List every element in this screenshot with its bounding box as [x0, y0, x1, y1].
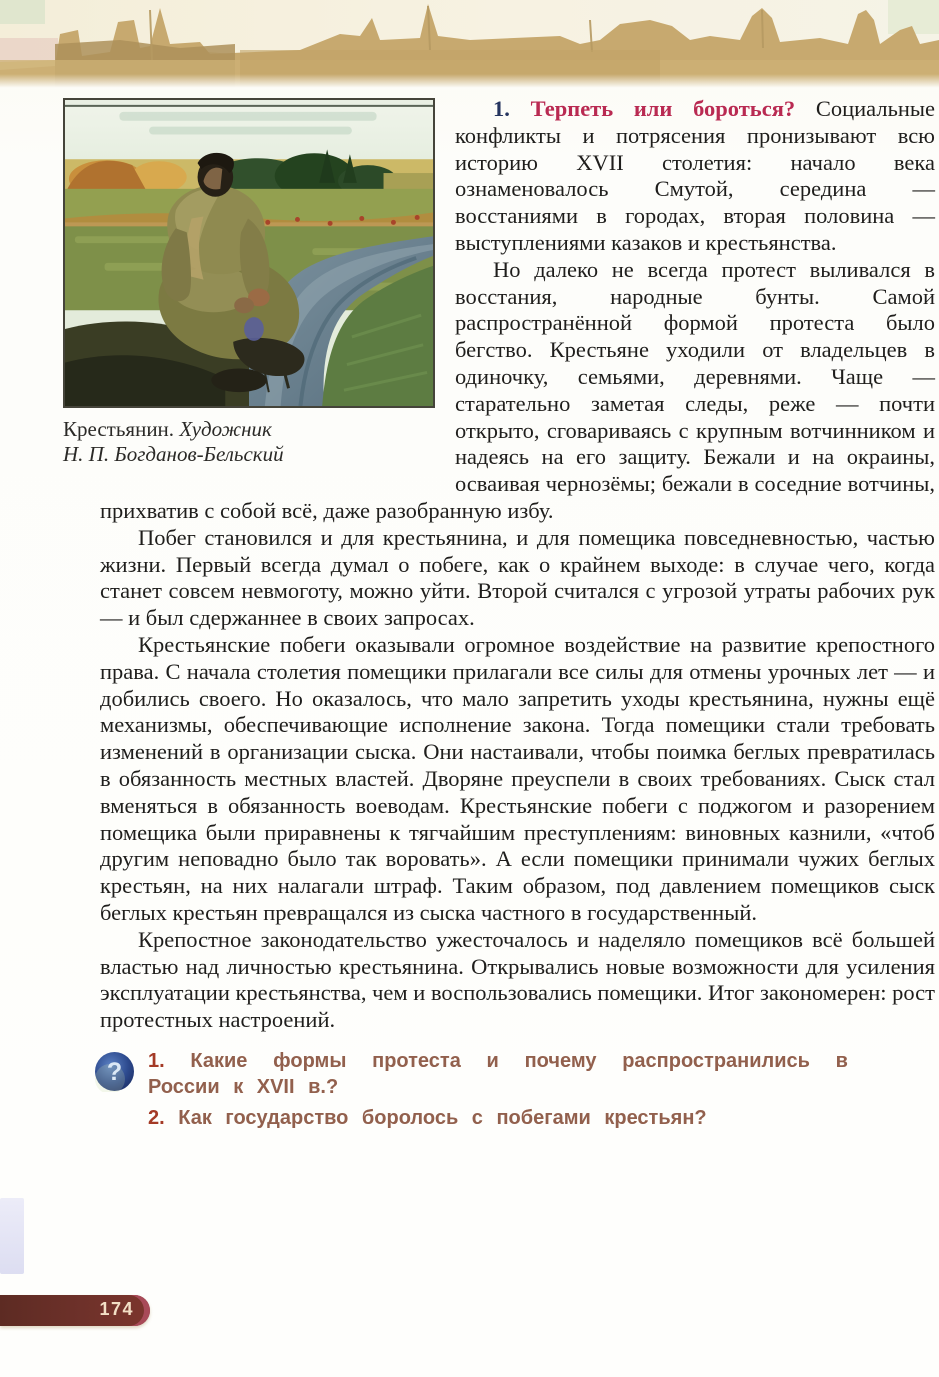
header-ornament-image	[0, 0, 939, 88]
figure-caption	[63, 417, 313, 467]
section-number: 1.	[493, 96, 510, 121]
question-item-2	[148, 1105, 848, 1131]
scan-artifact	[0, 1198, 24, 1274]
question-item-1	[148, 1048, 848, 1100]
page-content	[0, 88, 939, 1136]
question-list	[148, 1048, 848, 1136]
caption-title: Крестьянин.	[63, 417, 175, 441]
paragraph-4: Крестьянские побеги оказывали огромное воздействие на развитие крепостного права. С начала столетия помещики прилагали все силы для отмены урочных лет — и добились своего. Но оказалось, что мало запретить уходы крестьянина, нужны ещё механизмы, обеспечивающие исполнение закона. Тогда помещики стали требовать изменений в организации сыска. Они настаивали, чтобы поимка беглых превратилась в обязанность местных властей. Дворяне преуспели в своих требованиях. Сыск стал вменяться в обязанность воеводам. Крестьянские побеги с поджогом и разорением помещика были приравнены к тягчайшим преступлениям: виновных казнили, «чтоб другим неповадно было так воровать». А если помещики принимали чужих беглых крестьян, на них налагали штраф. Таким образом, под давлением помещиков сыск беглых крестьян превращался из сыска частного в государственный.	[100, 631, 935, 925]
caption-artist: Художник Н. П. Богданов-Бельский	[63, 417, 284, 466]
paragraph-2: Но далеко не всегда протест выливался в восстания, народные бунты. Самой распространённой формой протеста было бегство. Крестьяне уходили от владельцев в одиночку, семьями, деревнями. Чаще — старательно заметая следы, реже — почти открыто, сговариваясь с крупным вотчинником и надеясь на его защиту. Бежали и на окраины, осваивая чернозёмы; бежали в соседние вотчины, прихватив с собой всё, даже разобранную избу.	[100, 256, 935, 523]
paragraph-5: Крепостное законодательство ужесточалось и наделяло помещиков всё большей властью над личностью крестьянина. Открывались новые возможности для усиления эксплуатации крестьянства, чем и воспользовались помещики. Итог закономерен: рост протестных настроений.	[100, 926, 935, 1033]
figure-peasant	[63, 98, 435, 467]
paragraph-1-text: Социальные конфликты и потрясения пронизывают всю историю XVII столетия: начало века ознаменовалось Смутой, середина — восстаниями в городах, вторая половина — выступлениями казаков и крестьянства.	[455, 96, 935, 255]
page-number: 174	[99, 1299, 134, 1319]
painting-image	[63, 98, 435, 408]
section-title: Терпеть или бороться?	[530, 96, 796, 121]
question-2-text: Как государство боролось с побегами крестьян?	[178, 1106, 707, 1129]
question-2-number: 2.	[148, 1106, 165, 1129]
paragraph-3: Побег становился и для крестьянина, и для помещика повседневностью, частью жизни. Первый всегда думал о побеге, как о крайнем выходе: в случае чего, когда станет совсем невмоготу, можно уйти. Второй считался с угрозой утраты рабочих рук — и был сдержаннее в своих запросах.	[100, 524, 935, 631]
questions-block	[94, 1048, 935, 1136]
header-ornament	[0, 0, 939, 88]
peasant-painting	[65, 100, 433, 406]
question-mark-icon	[94, 1051, 135, 1092]
question-1-number: 1.	[148, 1049, 165, 1072]
page-number-badge	[0, 1295, 150, 1326]
question-1-text: Какие формы протеста и почему распространились в России к XVII в.?	[148, 1049, 848, 1098]
question-mark-glyph: ?	[106, 1057, 123, 1086]
